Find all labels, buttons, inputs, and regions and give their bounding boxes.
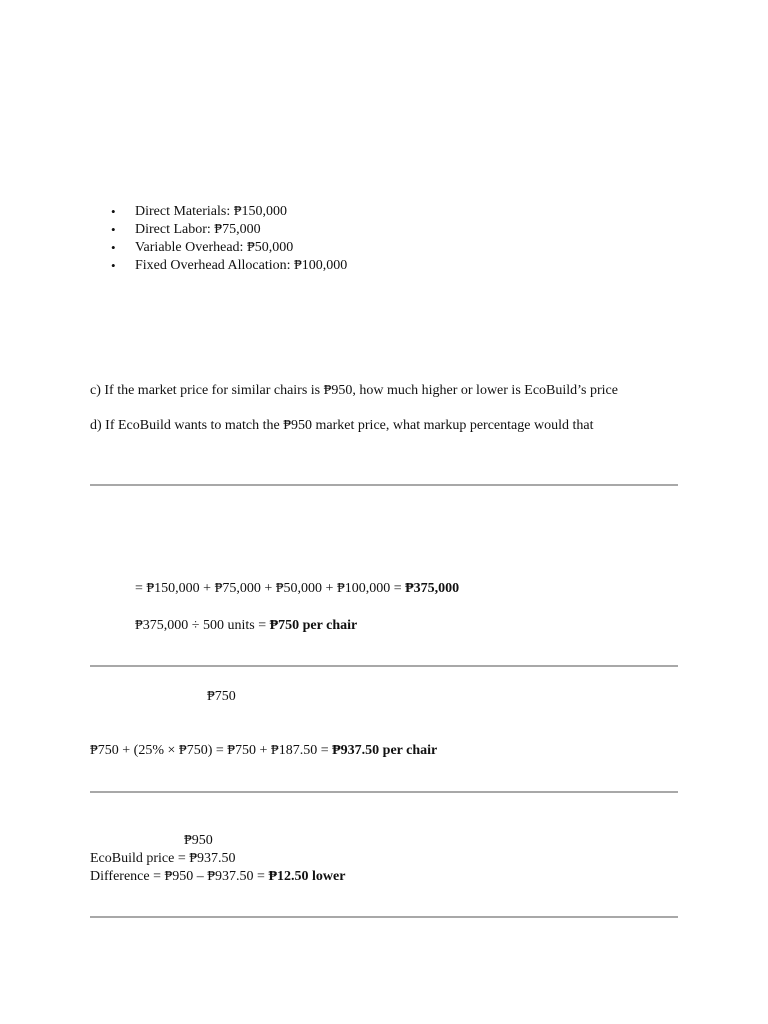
selling-price-line [90, 742, 437, 760]
unit-cost-expression: ₱375,000 ÷ 500 units = [135, 618, 270, 633]
ecobuild-price-line: EcoBuild price = ₱937.50 [90, 851, 236, 866]
cost-item-direct-labor: • Direct Labor: ₱75,000 [135, 221, 347, 239]
unit-cost-result: ₱750 per chair [269, 618, 358, 633]
question-d: d) If EcoBuild wants to match the ₱950 market price, what markup percentage would that [90, 418, 594, 433]
cost-item-direct-materials: • Direct Materials: ₱150,000 [135, 203, 347, 221]
cost-item-fixed-overhead: • Fixed Overhead Allocation: ₱100,000 [135, 257, 347, 275]
section-divider [90, 665, 678, 667]
cost-items-list [90, 203, 347, 275]
section-divider [90, 484, 678, 486]
total-cost-line [135, 580, 459, 598]
difference-expression: Difference = ₱950 – ₱937.50 = [90, 869, 269, 884]
selling-price-expression: ₱750 + (25% × ₱750) = ₱750 + ₱187.50 = [90, 743, 333, 758]
section-divider [90, 916, 678, 918]
unit-cost-value: ₱750 [207, 689, 236, 704]
total-cost-expression: = ₱150,000 + ₱75,000 + ₱50,000 + ₱100,000 = [135, 581, 406, 596]
cost-item-variable-overhead: • Variable Overhead: ₱50,000 [135, 239, 347, 257]
difference-result: ₱12.50 lower [268, 869, 346, 884]
selling-price-result: ₱937.50 per chair [332, 743, 438, 758]
market-price-value: ₱950 [184, 833, 213, 848]
total-cost-result: ₱375,000 [405, 581, 460, 596]
question-c: c) If the market price for similar chairs is ₱950, how much higher or lower is EcoBuild’s price [90, 383, 618, 398]
difference-line [90, 868, 345, 886]
unit-cost-line [135, 617, 357, 635]
section-divider [90, 791, 678, 793]
